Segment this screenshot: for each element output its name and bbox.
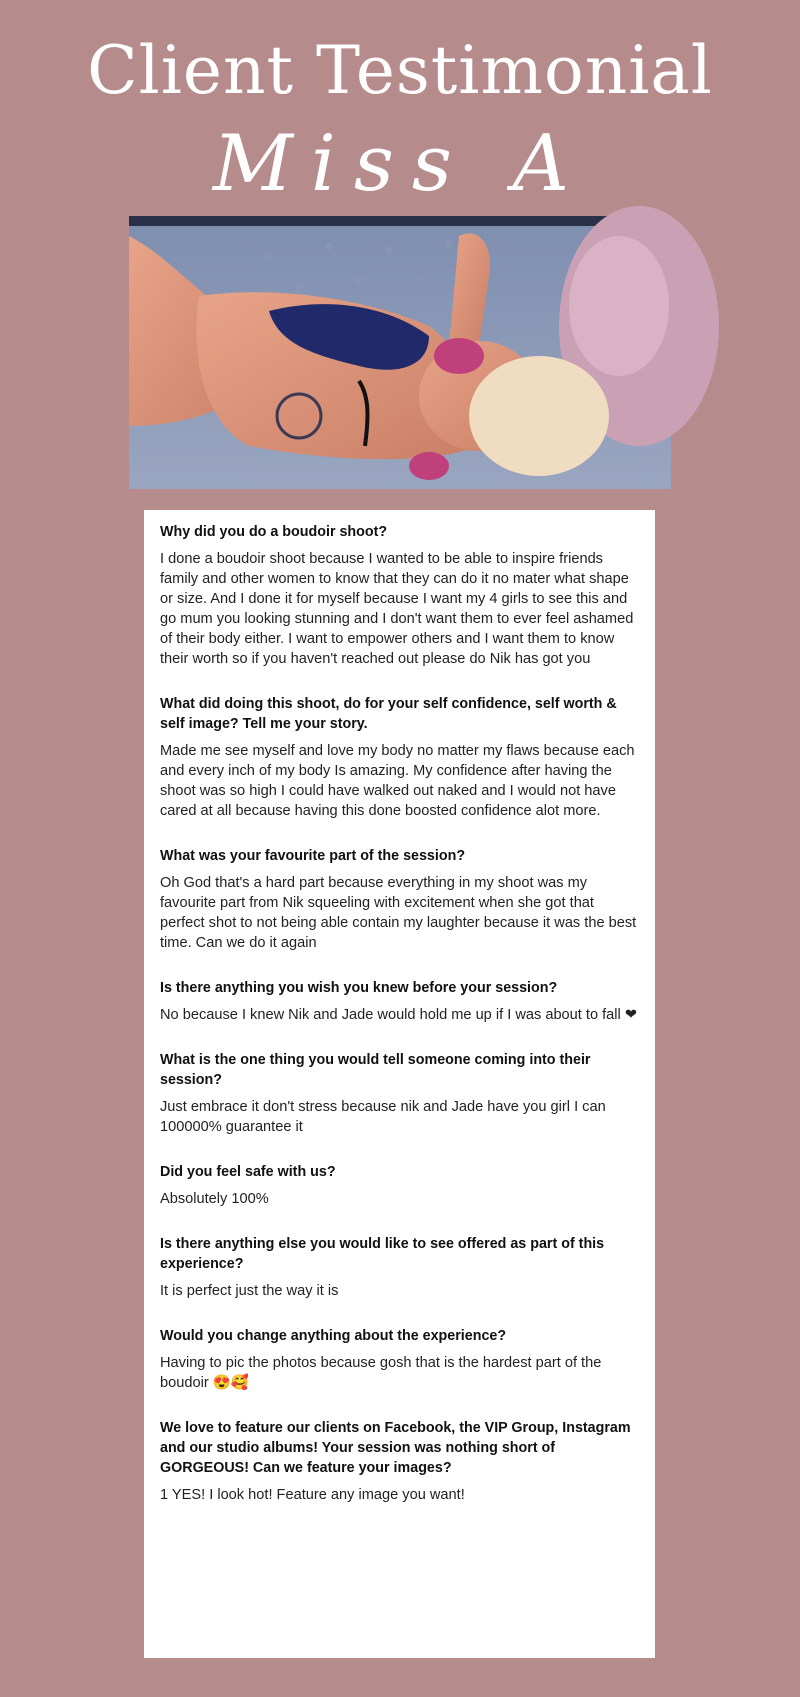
answer: Oh God that's a hard part because everything in my shoot was my favourite part from Nik squeeling with excitement when she got that perfect shot to not being able contain my laughter because it was the best time. Can we do it again bbox=[160, 875, 637, 951]
question: What was your favourite part of the session? bbox=[160, 848, 466, 864]
question: What is the one thing you would tell someone coming into their session? bbox=[160, 1052, 591, 1088]
answer: No because I knew Nik and Jade would hold me up if I was about to fall ❤ bbox=[160, 1007, 638, 1023]
answer: It is perfect just the way it is bbox=[160, 1283, 339, 1299]
answer: Absolutely 100% bbox=[160, 1191, 269, 1207]
question: Would you change anything about the experience? bbox=[160, 1328, 507, 1344]
qa-item bbox=[160, 1234, 641, 1301]
answer: I done a boudoir shoot because I wanted to be able to inspire friends family and other women to know that they can do it no mater what shape or size. And I done it for myself because I want my 4 girls to see this and go mum you looking stunning and I don't want them to ever feel ashamed of their body either. I want to empower others and I want them to know their worth so if you haven't reached out please do Nik has got you bbox=[160, 551, 634, 667]
question: Is there anything else you would like to see offered as part of this experience? bbox=[160, 1236, 605, 1272]
answer: Made me see myself and love my body no matter my flaws because each and every inch of my body Is amazing. My confidence after having the shoot was so high I could have walked out naked and I would not have cared at all because having this done boosted confidence alot more. bbox=[160, 743, 635, 819]
qa-item bbox=[160, 694, 641, 821]
photo-illustration bbox=[129, 216, 671, 489]
answer: Having to pic the photos because gosh that is the hardest part of the boudoir 😍🥰 bbox=[160, 1355, 602, 1391]
answer: 1 YES! I look hot! Feature any image you want! bbox=[160, 1487, 465, 1503]
question: Is there anything you wish you knew before your session? bbox=[160, 980, 558, 996]
question: What did doing this shoot, do for your self confidence, self worth & self image? Tell me your story. bbox=[160, 696, 617, 732]
subtitle-text: Miss A bbox=[213, 119, 587, 209]
subtitle-script bbox=[0, 118, 800, 228]
question: Why did you do a boudoir shoot? bbox=[160, 524, 388, 540]
qa-item bbox=[160, 846, 641, 953]
page-title: Client Testimonial bbox=[87, 32, 713, 109]
answer: Just embrace it don't stress because nik and Jade have you girl I can 100000% guarantee it bbox=[160, 1099, 606, 1135]
qa-item bbox=[160, 978, 641, 1025]
qa-item bbox=[160, 1326, 641, 1393]
hero-photo bbox=[129, 216, 671, 489]
qa-item bbox=[160, 1050, 641, 1137]
qa-item bbox=[160, 1418, 641, 1505]
question: We love to feature our clients on Facebook, the VIP Group, Instagram and our studio albums! Your session was nothing short of GORGEOUS! Can we feature your images? bbox=[160, 1420, 631, 1476]
qa-item bbox=[160, 522, 641, 669]
question: Did you feel safe with us? bbox=[160, 1164, 336, 1180]
testimonial-card bbox=[144, 510, 655, 1658]
qa-item bbox=[160, 1162, 641, 1209]
